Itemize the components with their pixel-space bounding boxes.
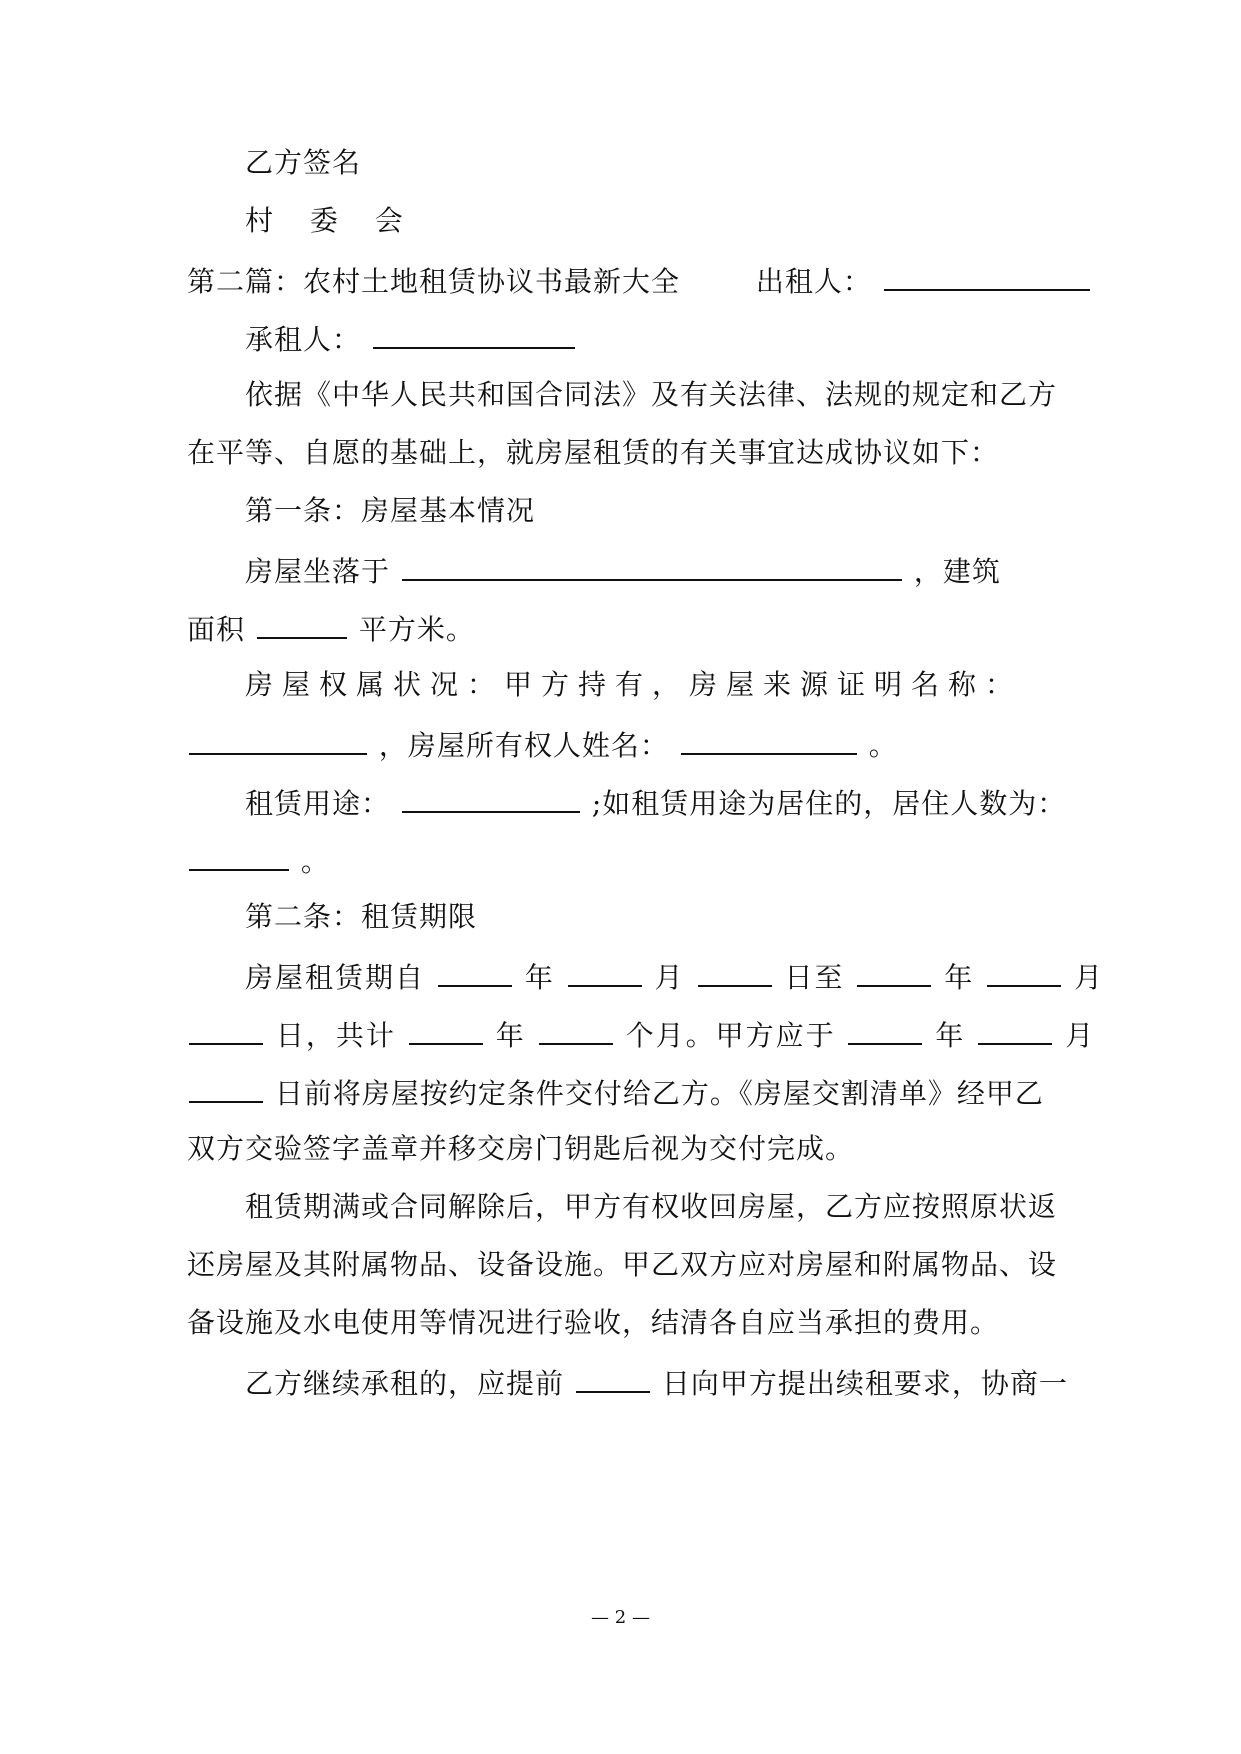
year-label: 年 — [524, 961, 555, 994]
month-label: 月 — [654, 961, 685, 994]
article-heading — [245, 491, 1125, 531]
paragraph-line — [245, 1187, 1125, 1227]
delivery-day-blank — [189, 1071, 263, 1103]
period: 。 — [868, 729, 898, 762]
village-committee-label: 村 委 会 — [245, 204, 417, 237]
lessee-label: 承租人： — [245, 323, 362, 356]
location-blank — [402, 549, 902, 581]
start-year-blank — [438, 955, 512, 987]
end-month-blank — [987, 955, 1061, 987]
area-unit: 平方米。 — [358, 613, 475, 646]
year-label: 年 — [944, 961, 975, 994]
renewal-text: 乙方继续承租的，应提前 — [245, 1367, 565, 1400]
lessee-blank — [373, 317, 575, 349]
lessee-line — [245, 317, 1125, 357]
section-title-line — [187, 259, 1067, 299]
paragraph-line — [187, 1129, 1067, 1169]
renewal-days-blank — [576, 1361, 650, 1393]
total-months-blank — [539, 1013, 613, 1045]
occupants-line — [187, 839, 1067, 879]
term-line-3 — [187, 1071, 1067, 1111]
location-line — [245, 549, 1125, 589]
term-line-1 — [245, 955, 1125, 995]
year-label: 年 — [495, 1019, 526, 1052]
delivery-label: 个月。甲方应于 — [625, 1019, 836, 1052]
ownership-line — [245, 665, 1125, 705]
area-label: 面积 — [187, 613, 246, 646]
paragraph-line — [187, 433, 1067, 473]
signature-line-party-b — [245, 143, 1125, 183]
start-month-blank — [568, 955, 642, 987]
end-day-blank — [189, 1013, 263, 1045]
owner-name-blank — [681, 723, 857, 755]
area-blank — [257, 607, 347, 639]
usage-label: 租赁用途： — [245, 787, 391, 820]
usage-blank — [402, 781, 580, 813]
paragraph-text: 日前将房屋按约定条件交付给乙方。《房屋交割清单》经甲乙 — [274, 1077, 1044, 1110]
month-label: 月 — [1065, 1019, 1096, 1052]
paragraph-line — [245, 375, 1125, 415]
usage-line — [245, 781, 1125, 821]
delivery-year-blank — [848, 1013, 922, 1045]
occupants-blank — [189, 839, 289, 871]
paragraph-line — [187, 1303, 1067, 1343]
renewal-text: 日向甲方提出续租要求，协商一 — [661, 1367, 1068, 1400]
owner-name-label: ，房屋所有权人姓名： — [378, 729, 669, 762]
term-label: 房屋租赁期自 — [245, 961, 426, 994]
delivery-month-blank — [978, 1013, 1052, 1045]
period: 。 — [300, 845, 330, 878]
paragraph-text: 租赁期满或合同解除后，甲方有权收回房屋，乙方应按照原状返 — [245, 1190, 1058, 1223]
certificate-name-blank — [189, 723, 367, 755]
month-label: 月 — [1074, 961, 1105, 994]
article-1-title: 第一条：房屋基本情况 — [245, 494, 536, 527]
term-line-2 — [187, 1013, 1096, 1053]
paragraph-text: 还房屋及其附属物品、设备设施。甲乙双方应对房屋和附属物品、设 — [187, 1248, 1058, 1281]
year-label: 年 — [935, 1019, 966, 1052]
total-label: 日，共计 — [275, 1019, 396, 1052]
paragraph-text: 备设施及水电使用等情况进行验收，结清各自应当承担的费用。 — [187, 1306, 1000, 1339]
paragraph-text: 依据《中华人民共和国合同法》及有关法律、法规的规定和乙方 — [245, 378, 1058, 411]
ownership-line-2 — [187, 723, 1067, 763]
lessor-label: 出租人： — [755, 265, 872, 298]
end-year-blank — [857, 955, 931, 987]
section-title: 第二篇：农村土地租赁协议书最新大全 — [187, 265, 681, 298]
area-line — [187, 607, 1067, 647]
paragraph-text: 双方交验签字盖章并移交房门钥匙后视为交付完成。 — [187, 1132, 855, 1165]
page-number: — 2 — — [591, 1607, 650, 1628]
lessor-blank — [884, 259, 1090, 291]
article-2-title: 第二条：租赁期限 — [245, 900, 478, 933]
article-heading — [245, 897, 1125, 937]
paragraph-text: 在平等、自愿的基础上，就房屋租赁的有关事宜达成协议如下： — [187, 436, 1000, 469]
usage-text: ;如租赁用途为居住的，居住人数为： — [591, 787, 1067, 820]
renewal-line — [245, 1361, 1125, 1401]
ownership-text: 房屋权属状况：甲方持有，房屋来源证明名称： — [245, 668, 1023, 701]
signature-label: 乙方签名 — [245, 146, 362, 179]
location-label: 房屋坐落于 — [245, 555, 391, 588]
day-to-label: 日至 — [784, 961, 845, 994]
start-day-blank — [698, 955, 772, 987]
village-committee-line — [245, 201, 1125, 241]
total-years-blank — [409, 1013, 483, 1045]
paragraph-line — [187, 1245, 1067, 1285]
building-label: ，建筑 — [913, 555, 1001, 588]
